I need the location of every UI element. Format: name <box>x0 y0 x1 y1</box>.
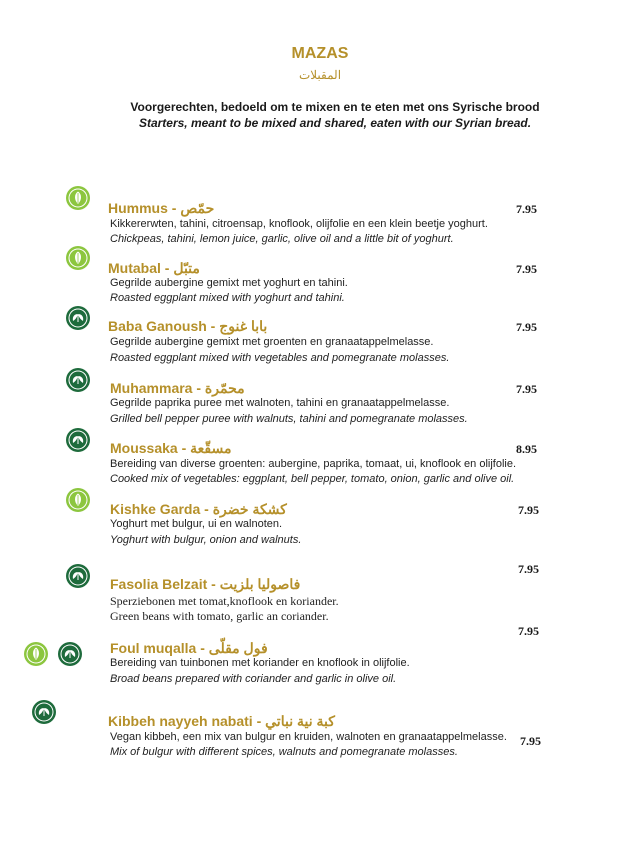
dish-desc-dutch: Yoghurt met bulgur, ui en walnoten. <box>110 518 283 530</box>
dish-desc-dutch: Gegrilde aubergine gemixt met yoghurt en tahini. <box>110 277 348 289</box>
dish-name: Foul muqalla - فول مقلّى <box>110 640 268 656</box>
dish-desc-dutch: Bereiding van diverse groenten: aubergine, paprika, tomaat, ui, knoflook en olijfolie. <box>110 458 517 470</box>
dish-desc-dutch: Vegan kibbeh, een mix van bulgur en kruiden, walnoten en granaatappelmelasse. <box>110 731 507 743</box>
vegan-leaf-icon <box>66 428 90 452</box>
vegan-leaf-icon <box>66 564 90 588</box>
dish-price: 7.95 <box>518 562 539 576</box>
dish-desc-english: Chickpeas, tahini, lemon juice, garlic, olive oil and a little bit of yoghurt. <box>110 233 454 245</box>
intro-dutch: Voorgerechten, bedoeld om te mixen en te eten met ons Syrische brood <box>130 100 540 114</box>
dish-desc-english: Roasted eggplant mixed with yoghurt and tahini. <box>110 292 345 304</box>
dish-name: Kishke Garda - كشكة خضرة <box>110 501 287 517</box>
dish-name: Kibbeh nayyeh nabati - كبة نية نباتي <box>108 713 335 729</box>
dish-name: Moussaka - مسقّعة <box>110 440 232 456</box>
vegan-leaf-icon <box>32 700 56 724</box>
dish-name: Baba Ganoush - بابا غنوج <box>108 318 268 334</box>
dish-name: Muhammara - محمّرة <box>110 380 245 396</box>
dish-desc-english: Roasted eggplant mixed with vegetables and pomegranate molasses. <box>110 352 450 364</box>
dish-desc-dutch: Gegrilde paprika puree met walnoten, tahini en granaatappelmelasse. <box>110 397 450 409</box>
dish-name: Hummus - حمّص <box>108 200 215 216</box>
dish-desc-english: Yoghurt with bulgur, onion and walnuts. <box>110 534 302 546</box>
dish-desc-dutch: Gegrilde aubergine gemixt met groenten en granaatappelmelasse. <box>110 336 434 348</box>
dish-price: 7.95 <box>516 262 537 276</box>
dish-price: 7.95 <box>518 503 539 517</box>
dish-desc-english: Broad beans prepared with coriander and garlic in olive oil. <box>110 673 397 685</box>
dish-name: Fasolia Belzait - فاصوليا بلزيت <box>110 576 301 592</box>
dish-price: 7.95 <box>516 320 537 334</box>
dish-price: 8.95 <box>516 442 537 456</box>
vegan-leaf-icon <box>58 642 82 666</box>
vegetarian-leaf-icon <box>66 186 90 210</box>
dish-desc-dutch: Kikkererwten, tahini, citroensap, knoflook, olijfolie en een klein beetje yoghurt. <box>110 218 488 230</box>
dish-price: 7.95 <box>516 382 537 396</box>
menu-section-title: MAZAS <box>291 45 349 62</box>
dish-desc-english: Green beans with tomato, garlic an coriander. <box>110 609 329 623</box>
dish-price: 7.95 <box>518 624 539 638</box>
dish-price: 7.95 <box>520 734 541 748</box>
vegetarian-leaf-icon <box>66 246 90 270</box>
dish-name: Mutabal - متبّل <box>108 260 200 276</box>
vegetarian-leaf-icon <box>24 642 48 666</box>
menu-section-title-arabic: المقبلات <box>298 68 342 82</box>
dish-desc-dutch: Bereiding van tuinbonen met koriander en knoflook in olijfolie. <box>110 657 410 669</box>
dish-desc-english: Grilled bell pepper puree with walnuts, tahini and pomegranate molasses. <box>110 413 468 425</box>
dish-desc-dutch: Sperziebonen met tomat,knoflook en koriander. <box>110 594 339 608</box>
dish-desc-english: Mix of bulgur with different spices, walnuts and pomegranate molasses. <box>110 746 458 758</box>
intro-english: Starters, meant to be mixed and shared, eaten with our Syrian bread. <box>138 116 532 130</box>
dish-desc-english: Cooked mix of vegetables: eggplant, bell pepper, tomato, onion, garlic and olive oil. <box>110 473 515 485</box>
vegan-leaf-icon <box>66 306 90 330</box>
dish-price: 7.95 <box>516 202 537 216</box>
vegan-leaf-icon <box>66 368 90 392</box>
vegetarian-leaf-icon <box>66 488 90 512</box>
